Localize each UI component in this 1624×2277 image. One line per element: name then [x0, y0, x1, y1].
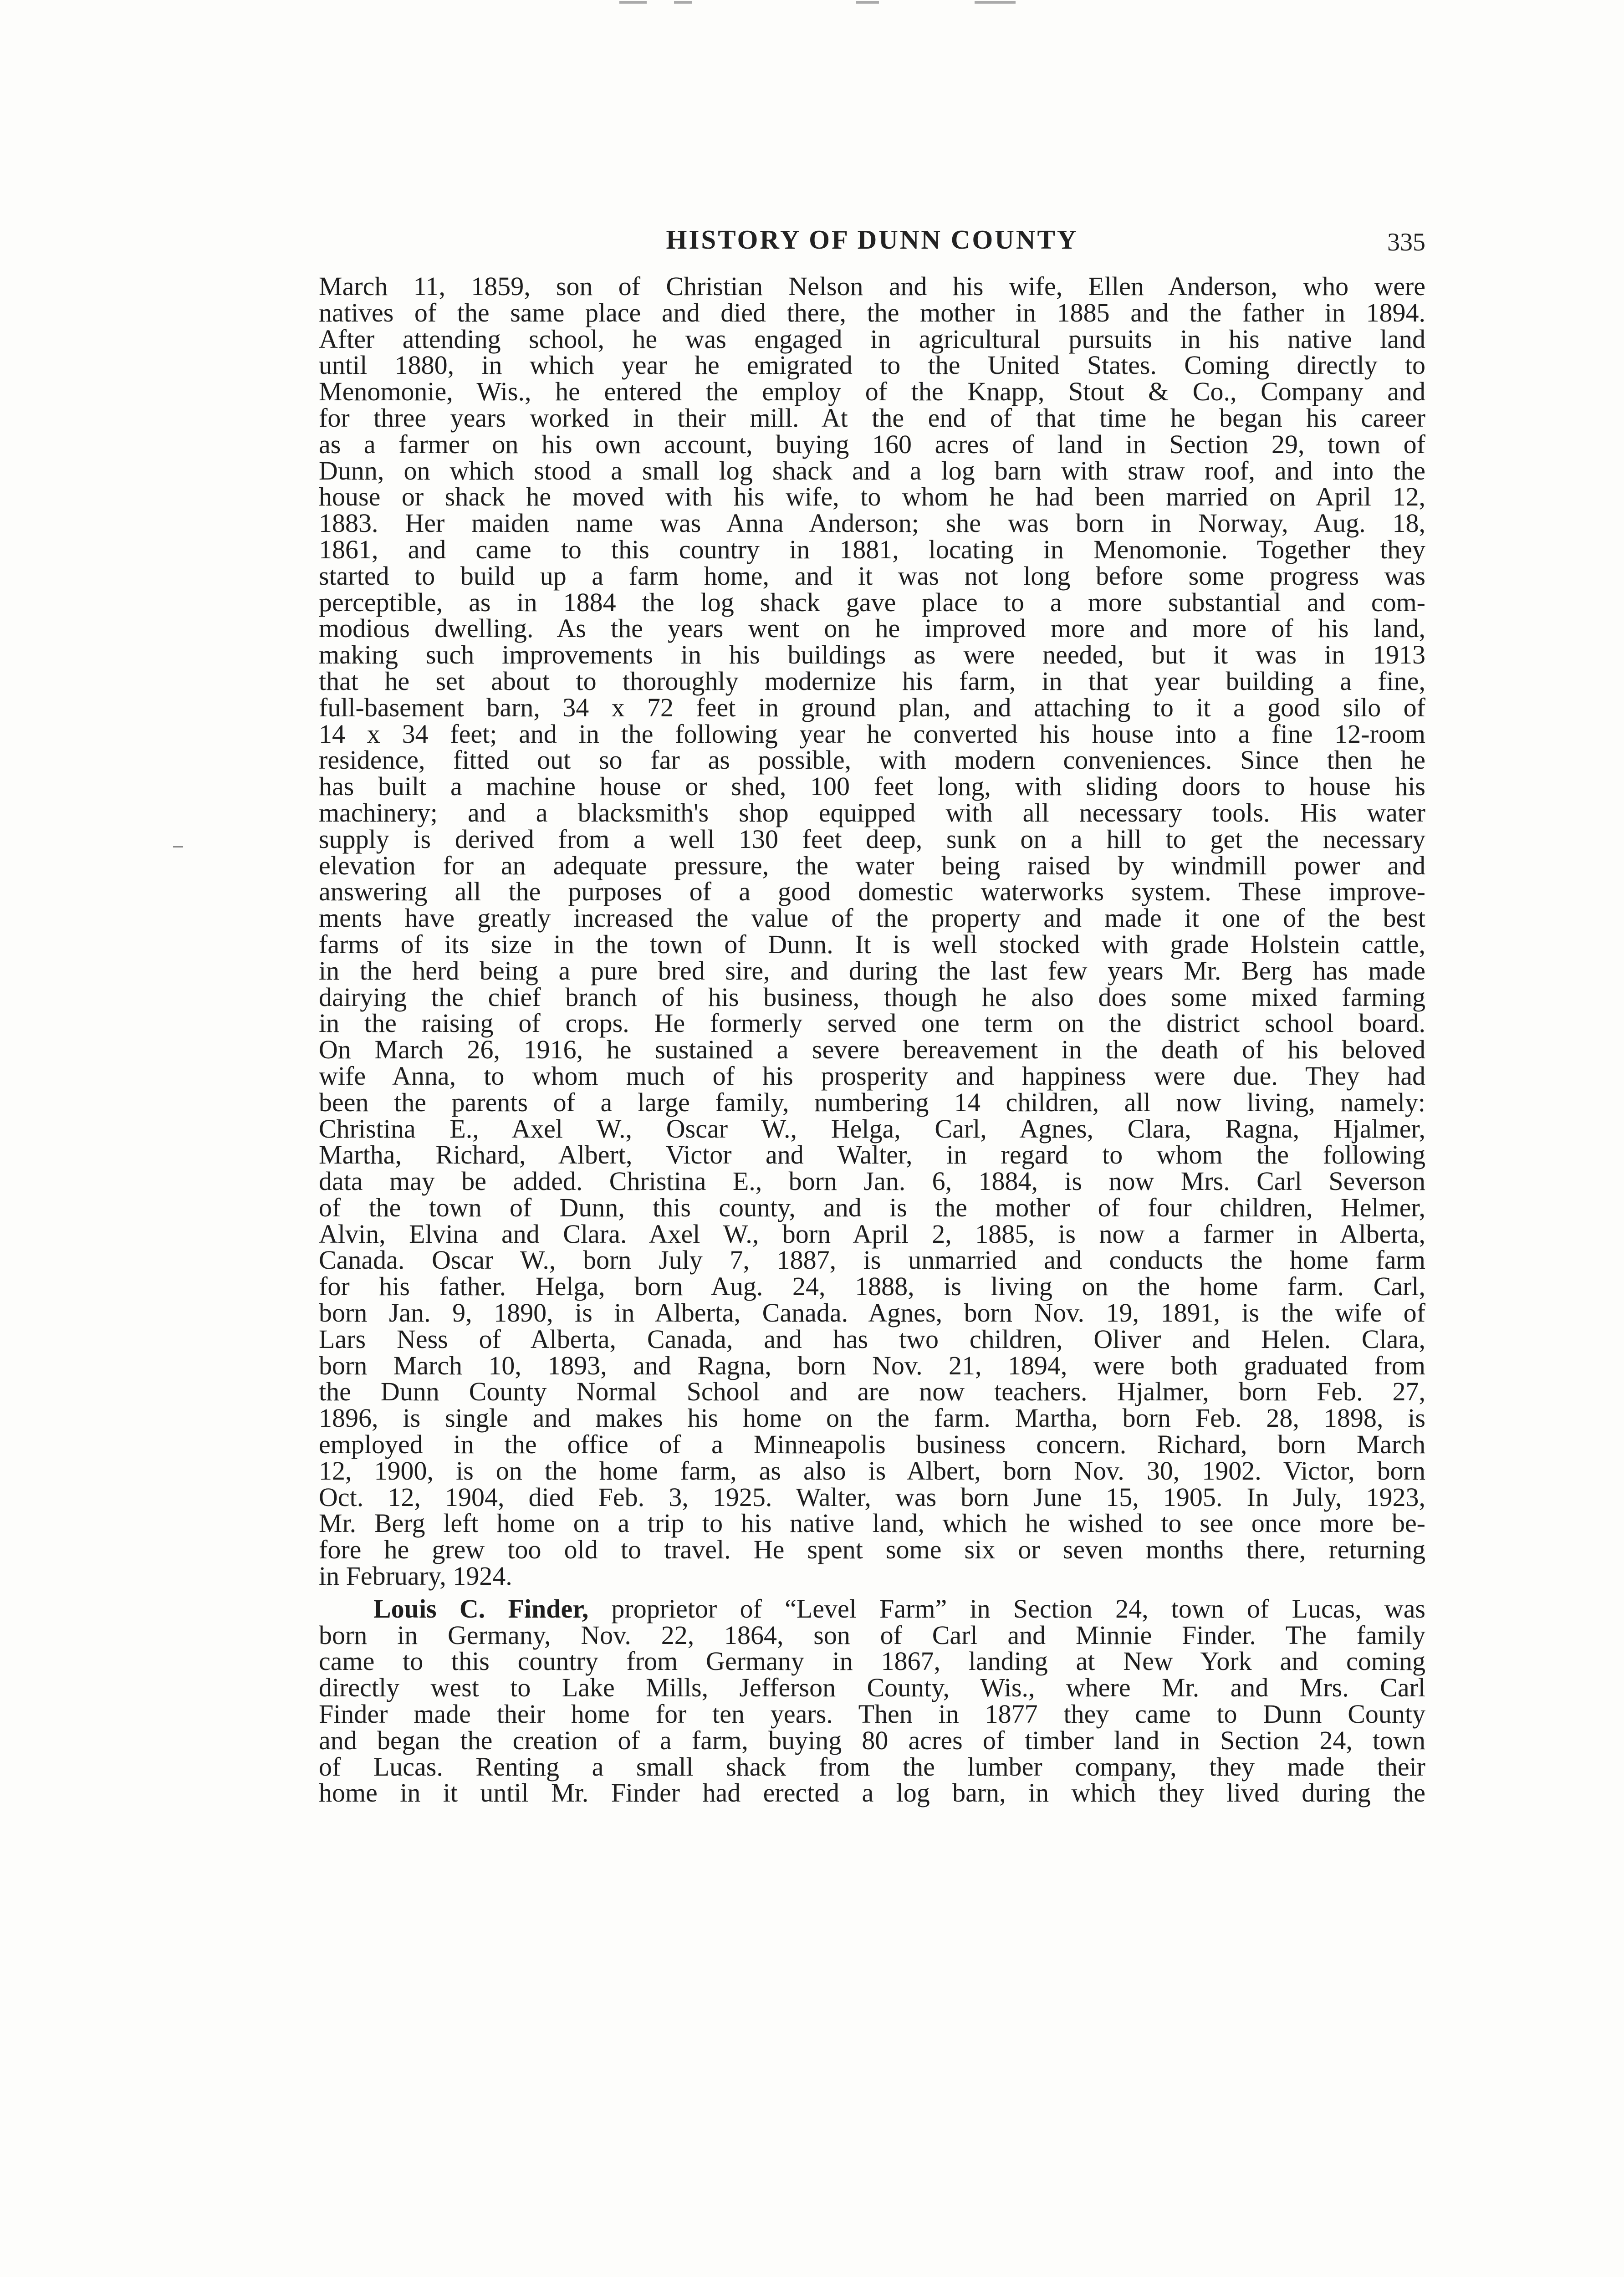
text-line: that he set about to thoroughly modernize his farm, in that year building a fine, — [319, 666, 1425, 696]
text-line: home in it until Mr. Finder had erected a log barn, in which they lived during the — [319, 1778, 1425, 1808]
text-line: modious dwelling. As the years went on he improved more and more of his land, — [319, 613, 1425, 643]
text-line — [319, 1593, 1426, 1624]
text-line: dairying the chief branch of his business, though he also does some mixed farming — [319, 982, 1425, 1012]
text-line: 1883. Her maiden name was Anna Anderson; she was born in Norway, Aug. 18, — [319, 508, 1425, 538]
text-line: of Lucas. Renting a small shack from the lumber company, they made their — [319, 1751, 1425, 1782]
text-line: Mr. Berg left home on a trip to his native land, which he wished to see once more be- — [319, 1508, 1425, 1538]
text-line: 1861, and came to this country in 1881, locating in Menomonie. Together they — [319, 534, 1425, 564]
text-line: born March 10, 1893, and Ragna, born Nov. 21, 1894, were both graduated from — [319, 1350, 1425, 1380]
text-line: fore he grew too old to travel. He spent some six or seven months there, returning — [319, 1535, 1425, 1565]
text-line: Christina E., Axel W., Oscar W., Helga, Carl, Agnes, Clara, Ragna, Hjalmer, — [319, 1113, 1425, 1144]
text-line: March 11, 1859, son of Christian Nelson and his wife, Ellen Anderson, who were — [319, 271, 1425, 301]
text-line: natives of the same place and died there, the mother in 1885 and the father in 1894. — [319, 297, 1425, 327]
text-line: machinery; and a blacksmith's shop equipped with all necessary tools. His water — [319, 797, 1425, 827]
text-line: born in Germany, Nov. 22, 1864, son of Carl and Minnie Finder. The family — [319, 1620, 1425, 1650]
text-line: Oct. 12, 1904, died Feb. 3, 1925. Walter, was born June 15, 1905. In July, 1923, — [319, 1482, 1425, 1512]
text-line: wife Anna, to whom much of his prosperity and happiness were due. They had — [319, 1061, 1425, 1091]
body-text — [319, 273, 1425, 1806]
paragraph-berg — [319, 273, 1425, 1589]
text-line: in the herd being a pure bred sire, and during the last few years Mr. Berg has made — [319, 955, 1425, 985]
text-line: Canada. Oscar W., born July 7, 1887, is unmarried and conducts the home farm — [319, 1245, 1425, 1275]
text-line: in the raising of crops. He formerly served one term on the district school board. — [319, 1008, 1425, 1038]
text-line: elevation for an adequate pressure, the water being raised by windmill power and — [319, 850, 1425, 880]
text-line: and began the creation of a farm, buying 80 acres of timber land in Section 24, town — [319, 1725, 1425, 1755]
text-line: employed in the office of a Minneapolis business concern. Richard, born March — [319, 1430, 1425, 1460]
text-line: 14 x 34 feet; and in the following year he converted his house into a fine 12-room — [319, 719, 1425, 749]
text-line: Martha, Richard, Albert, Victor and Walter, in regard to whom the following — [319, 1140, 1425, 1170]
lead-name: Louis C. Finder, — [373, 1593, 589, 1624]
text-line: 12, 1900, is on the home farm, as also is Albert, born Nov. 30, 1902. Victor, born — [319, 1455, 1425, 1486]
text-line: in February, 1924. — [319, 1561, 512, 1591]
text-line: After attending school, he was engaged in agricultural pursuits in his native land — [319, 324, 1425, 354]
text-line: house or shack he moved with his wife, to whom he had been married on April 12, — [319, 482, 1425, 512]
page-header — [319, 224, 1425, 265]
running-title: HISTORY OF DUNN COUNTY — [666, 225, 1078, 255]
text-line: started to build up a farm home, and it was not long before some progress was — [319, 561, 1425, 591]
line-text: proprietor of “Level Farm” in Section 24, town of Lucas, was — [588, 1593, 1426, 1624]
text-line: for his father. Helga, born Aug. 24, 1888, is living on the home farm. Carl, — [319, 1271, 1425, 1302]
text-line: the Dunn County Normal School and are now teachers. Hjalmer, born Feb. 27, — [319, 1377, 1425, 1407]
text-line: came to this country from Germany in 1867, landing at New York and coming — [319, 1646, 1425, 1676]
text-line: On March 26, 1916, he sustained a severe bereavement in the death of his beloved — [319, 1035, 1425, 1065]
scan-artifact — [619, 0, 1020, 9]
text-line: making such improvements in his buildings as were needed, but it was in 1913 — [319, 640, 1425, 670]
text-line: Finder made their home for ten years. Then in 1877 they came to Dunn County — [319, 1699, 1425, 1729]
text-line: has built a machine house or shed, 100 feet long, with sliding doors to house his — [319, 771, 1425, 802]
text-line: ments have greatly increased the value of the property and made it one of the best — [319, 903, 1425, 933]
text-line: directly west to Lake Mills, Jefferson County, Wis., where Mr. and Mrs. Carl — [319, 1673, 1425, 1703]
text-line: answering all the purposes of a good domestic waterworks system. These improve- — [319, 877, 1425, 907]
text-line: born Jan. 9, 1890, is in Alberta, Canada. Agnes, born Nov. 19, 1891, is the wife of — [319, 1298, 1425, 1328]
text-line: 1896, is single and makes his home on the farm. Martha, born Feb. 28, 1898, is — [319, 1403, 1425, 1433]
text-line: Lars Ness of Alberta, Canada, and has two children, Oliver and Helen. Clara, — [319, 1324, 1425, 1354]
text-line: supply is derived from a well 130 feet deep, sunk on a hill to get the necessary — [319, 824, 1425, 854]
paragraph-finder — [319, 1593, 1426, 1808]
page-number: 335 — [1387, 228, 1425, 256]
text-line: until 1880, in which year he emigrated to the United States. Coming directly to — [319, 350, 1425, 380]
text-line: perceptible, as in 1884 the log shack gave place to a more substantial and com- — [319, 587, 1425, 617]
text-line: of the town of Dunn, this county, and is the mother of four children, Helmer, — [319, 1192, 1425, 1222]
text-line: been the parents of a large family, numbering 14 children, all now living, namely: — [319, 1087, 1425, 1117]
text-line: Menomonie, Wis., he entered the employ of the Knapp, Stout & Co., Company and — [319, 377, 1425, 407]
text-line: Alvin, Elvina and Clara. Axel W., born April 2, 1885, is now a farmer in Alberta, — [319, 1219, 1425, 1249]
text-line: data may be added. Christina E., born Jan. 6, 1884, is now Mrs. Carl Severson — [319, 1166, 1425, 1196]
text-line: Dunn, on which stood a small log shack and a log barn with straw roof, and into the — [319, 455, 1425, 485]
margin-mark — [173, 846, 183, 847]
text-line: farms of its size in the town of Dunn. It is well stocked with grade Holstein cattle, — [319, 929, 1425, 959]
text-line: as a farmer on his own account, buying 160 acres of land in Section 29, town of — [319, 429, 1425, 459]
text-line: full-basement barn, 34 x 72 feet in ground plan, and attaching to it a good silo of — [319, 692, 1425, 722]
text-line: residence, fitted out so far as possible, with modern conveniences. Since then he — [319, 745, 1425, 775]
text-line: for three years worked in their mill. At the end of that time he began his career — [319, 403, 1425, 433]
